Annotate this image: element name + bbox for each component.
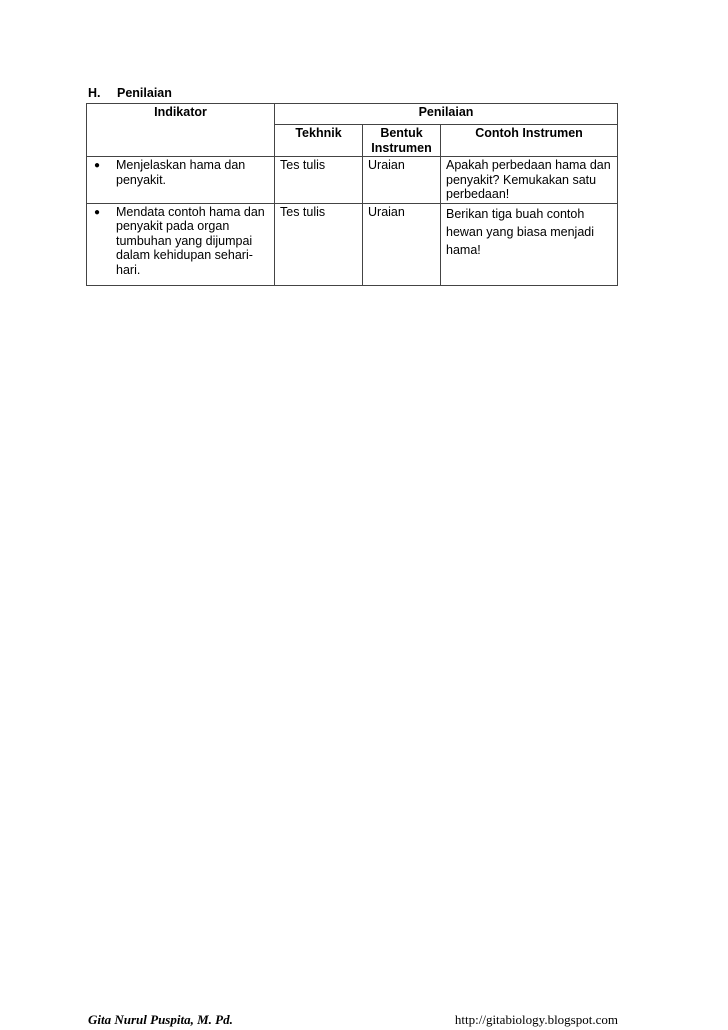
contoh-cell: Apakah perbedaan hama dan penyakit? Kemukakan satu perbedaan! bbox=[441, 157, 618, 204]
header-bentuk: Bentuk Instrumen bbox=[363, 125, 441, 157]
header-row-top bbox=[87, 104, 618, 125]
footer-author: Gita Nurul Puspita, M. Pd. bbox=[88, 1012, 233, 1027]
header-contoh: Contoh Instrumen bbox=[441, 125, 618, 157]
indikator-cell bbox=[87, 157, 275, 204]
contoh-cell: Berikan tiga buah contoh hewan yang biasa menjadi hama! bbox=[441, 203, 618, 286]
bullet-icon: ● bbox=[94, 160, 101, 171]
table-row bbox=[87, 203, 618, 286]
header-indikator: Indikator bbox=[87, 104, 275, 157]
assessment-table bbox=[86, 103, 618, 286]
header-tekhnik: Tekhnik bbox=[275, 125, 363, 157]
section-number: H. bbox=[88, 86, 101, 100]
indikator-text: Mendata contoh hama dan penyakit pada organ tumbuhan yang dijumpai dalam kehidupan sehari-hari. bbox=[116, 204, 265, 277]
header-penilaian: Penilaian bbox=[275, 104, 618, 125]
indikator-text: Menjelaskan hama dan penyakit. bbox=[116, 158, 246, 187]
section-title: Penilaian bbox=[117, 86, 172, 100]
tekhnik-cell: Tes tulis bbox=[275, 203, 363, 286]
tekhnik-cell: Tes tulis bbox=[275, 157, 363, 204]
bentuk-cell: Uraian bbox=[363, 203, 441, 286]
table-row bbox=[87, 157, 618, 204]
footer-url[interactable]: http://gitabiology.blogspot.com bbox=[454, 1012, 618, 1027]
bullet-icon: ● bbox=[94, 206, 101, 218]
bentuk-cell: Uraian bbox=[363, 157, 441, 204]
indikator-cell bbox=[87, 203, 275, 286]
section-heading bbox=[88, 86, 172, 100]
